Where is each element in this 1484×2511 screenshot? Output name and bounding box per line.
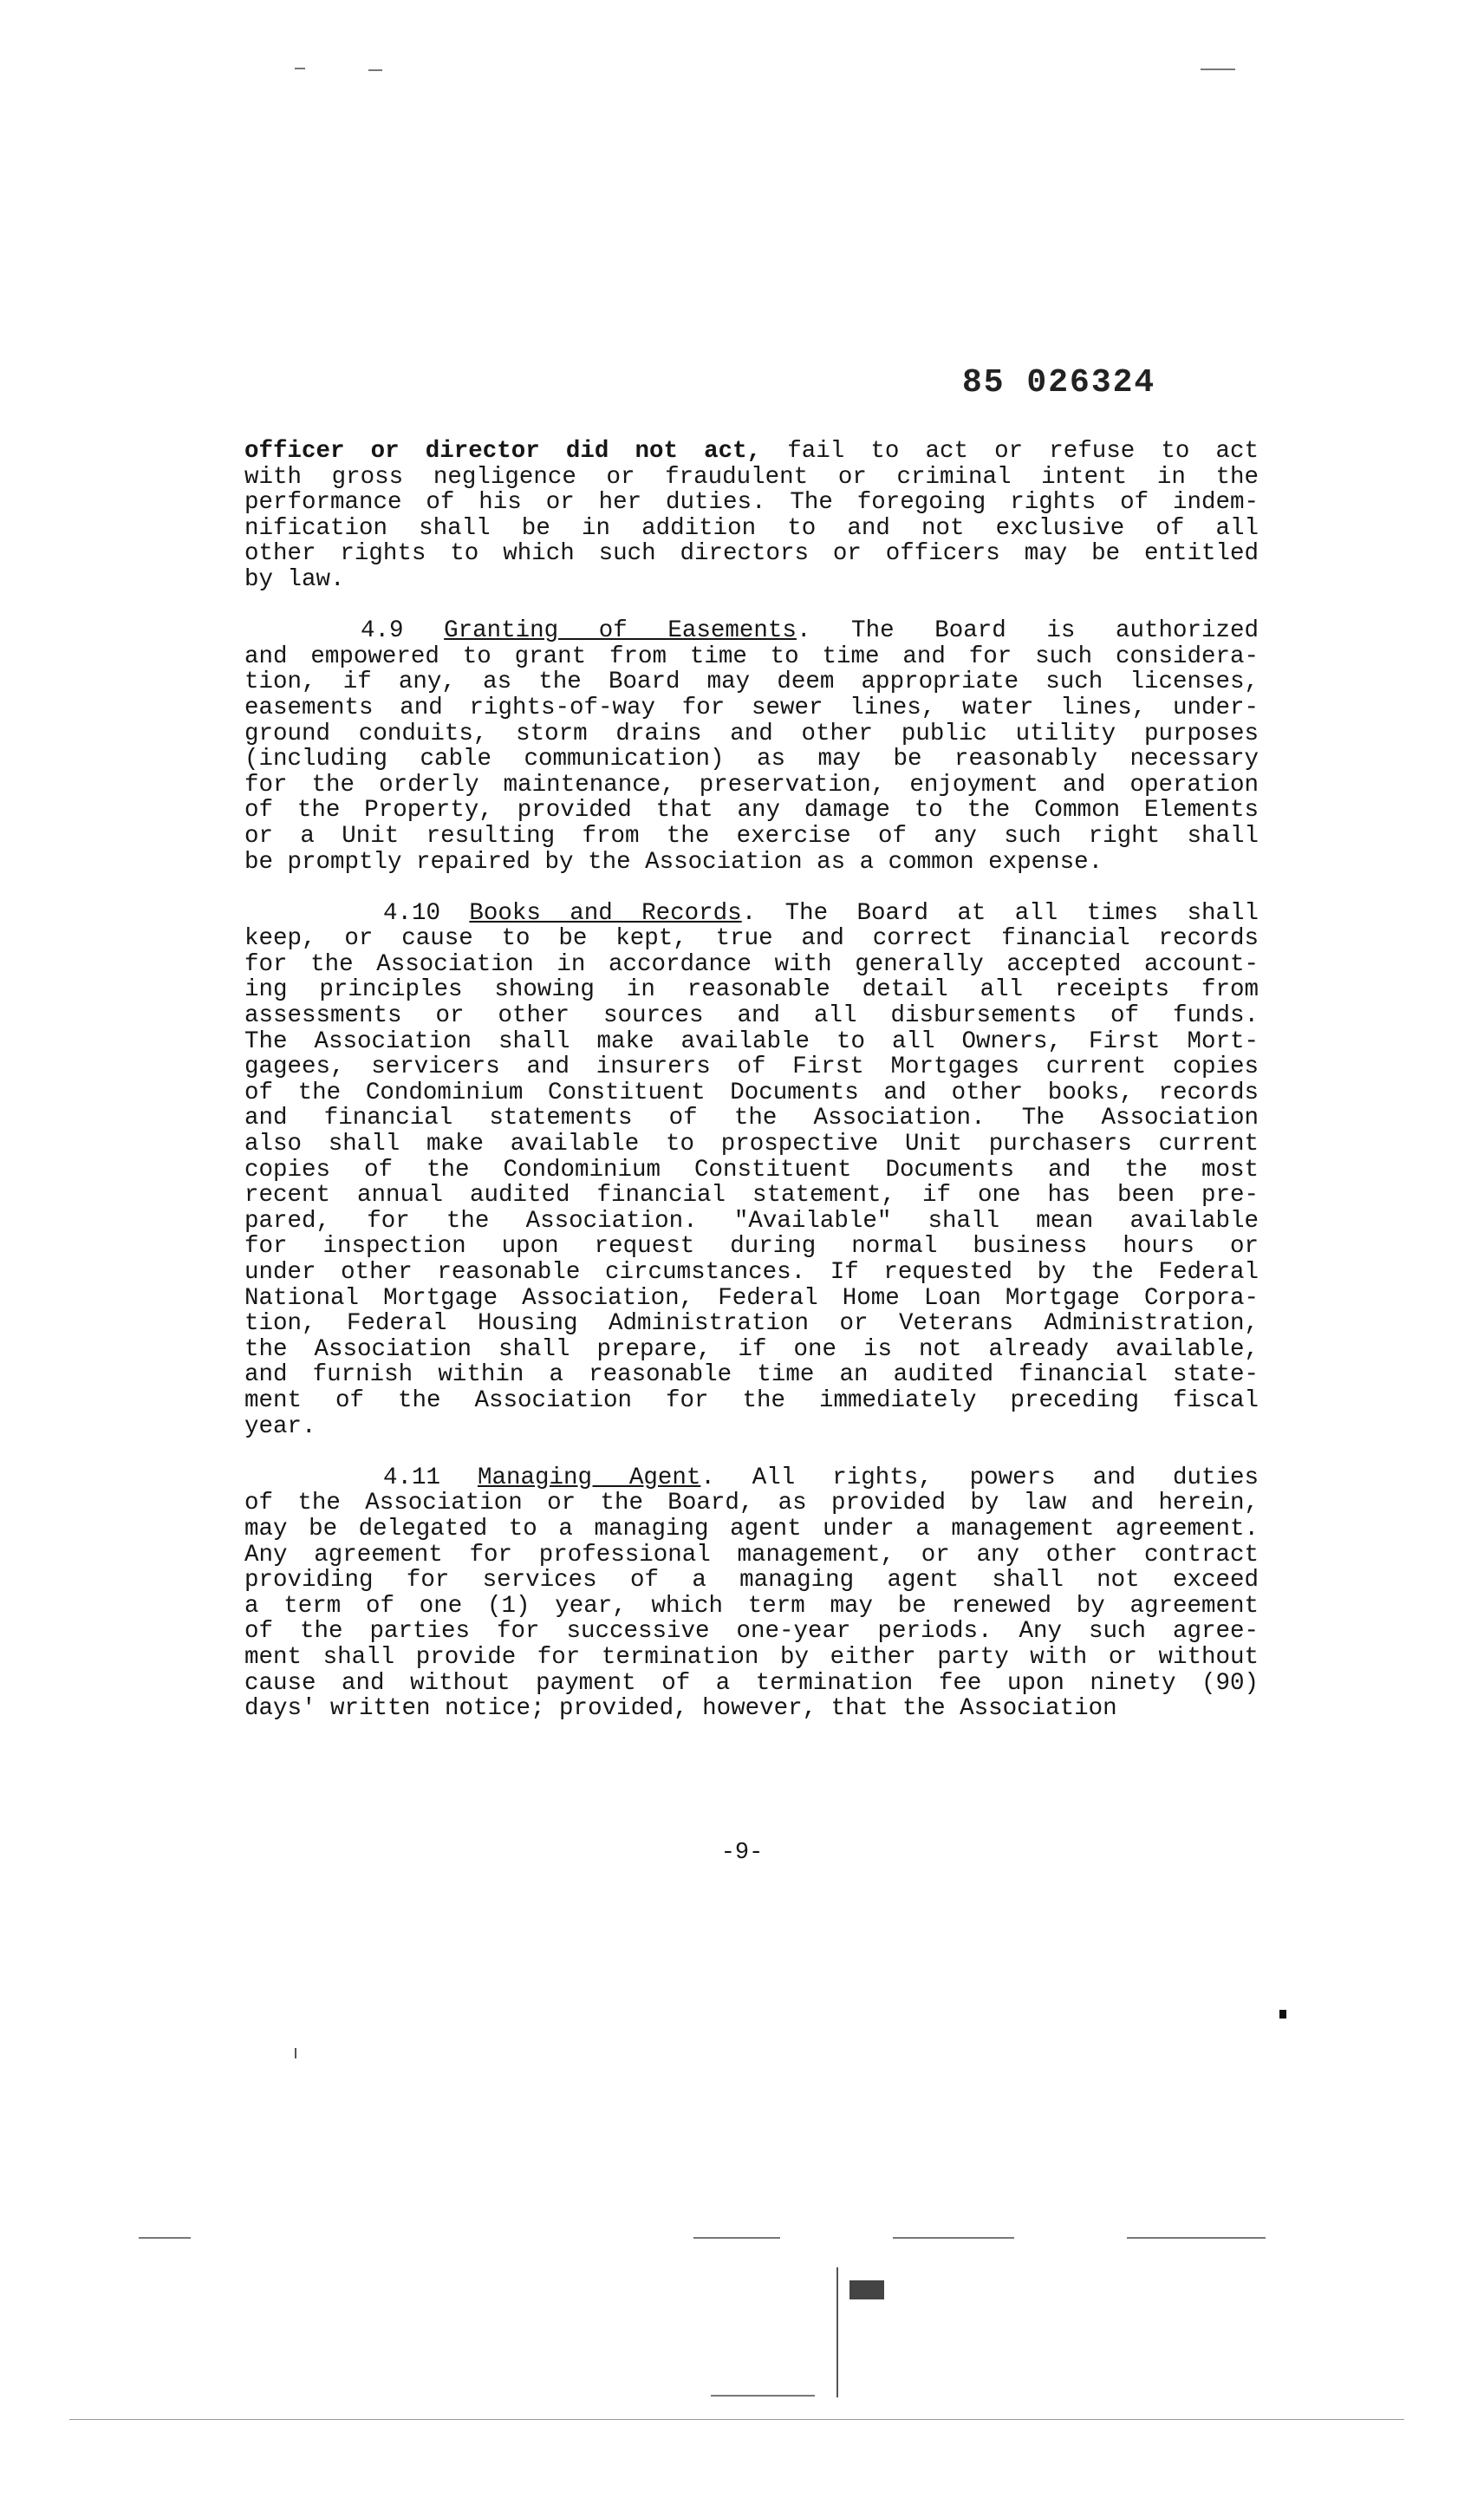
text-line bbox=[244, 798, 1259, 824]
text-line bbox=[244, 1594, 1259, 1620]
text-segment: ing principles showing in reasonable detail all receipts from bbox=[244, 976, 1259, 1004]
text-line bbox=[244, 1490, 1259, 1516]
text-line bbox=[244, 773, 1259, 799]
text-segment: officer or director did not act, bbox=[244, 438, 762, 465]
text-segment: tion, if any, as the Board may deem appropriate such licenses, bbox=[244, 669, 1259, 696]
scan-artifact bbox=[893, 2237, 1014, 2239]
text-segment: for inspection upon request during normal business hours or bbox=[244, 1233, 1259, 1261]
text-line bbox=[244, 721, 1259, 747]
text-line bbox=[244, 1516, 1259, 1542]
text-line bbox=[244, 1054, 1259, 1080]
text-segment: National Mortgage Association, Federal Home Loan Mortgage Corpora- bbox=[244, 1284, 1259, 1312]
paragraph bbox=[244, 439, 1259, 593]
text-line bbox=[244, 1029, 1259, 1055]
text-segment: by law. bbox=[244, 565, 345, 593]
section-heading: Granting of Easements bbox=[444, 617, 797, 645]
text-segment: for the orderly maintenance, preservation, enjoyment and operation bbox=[244, 771, 1259, 799]
text-line bbox=[244, 1234, 1259, 1260]
text-line bbox=[244, 695, 1259, 721]
document-body bbox=[244, 439, 1259, 1747]
paragraph bbox=[244, 901, 1259, 1439]
text-segment: assessments or other sources and all disbursements of funds. bbox=[244, 1002, 1259, 1030]
text-line bbox=[244, 901, 1259, 927]
section-number: 4.10 bbox=[383, 899, 441, 927]
text-segment: ground conduits, storm drains and other public utility purposes bbox=[244, 720, 1259, 747]
scan-artifact bbox=[1279, 2010, 1286, 2019]
text-segment: of the parties for successive one-year periods. Any such agree- bbox=[244, 1618, 1259, 1646]
recording-number-stamp: 85 026324 bbox=[962, 364, 1156, 401]
text-segment: tion, Federal Housing Administration or Veterans Administration, bbox=[244, 1310, 1259, 1338]
text-line bbox=[244, 1619, 1259, 1645]
text-segment: performance of his or her duties. The foregoing rights of indem- bbox=[244, 489, 1259, 517]
text-segment: . The Board is authorized bbox=[796, 617, 1259, 645]
text-line bbox=[244, 1542, 1259, 1569]
text-line bbox=[244, 465, 1259, 491]
text-line bbox=[244, 541, 1259, 567]
text-segment: with gross negligence or fraudulent or criminal intent in the bbox=[244, 463, 1259, 491]
text-segment: . All rights, powers and duties bbox=[700, 1464, 1259, 1491]
text-segment: copies of the Condominium Constituent Documents and the most bbox=[244, 1156, 1259, 1184]
scan-artifact bbox=[711, 2395, 815, 2397]
text-line bbox=[244, 1568, 1259, 1594]
scan-artifact bbox=[1127, 2237, 1266, 2239]
scan-artifact bbox=[295, 2048, 296, 2058]
text-segment: fail to act or refuse to act bbox=[761, 438, 1259, 465]
text-line bbox=[244, 1260, 1259, 1286]
text-line bbox=[244, 1414, 1259, 1440]
paragraph bbox=[244, 618, 1259, 875]
text-segment: a term of one (1) year, which term may be renewed by agreement bbox=[244, 1592, 1259, 1620]
text-segment: the Association shall prepare, if one is not already available, bbox=[244, 1335, 1259, 1363]
text-line bbox=[244, 1158, 1259, 1184]
text-segment: or a Unit resulting from the exercise of any such right shall bbox=[244, 822, 1259, 850]
text-line bbox=[244, 1311, 1259, 1337]
text-line bbox=[244, 516, 1259, 542]
text-segment: may be delegated to a managing agent under a management agreement. bbox=[244, 1515, 1259, 1542]
scan-artifact bbox=[69, 2419, 1404, 2420]
text-line bbox=[244, 952, 1259, 978]
text-segment: also shall make available to prospective Unit purchasers current bbox=[244, 1131, 1259, 1158]
text-line bbox=[244, 1183, 1259, 1209]
text-line bbox=[244, 1362, 1259, 1388]
text-line bbox=[244, 1080, 1259, 1106]
text-line bbox=[244, 618, 1259, 644]
text-segment: ment of the Association for the immediately preceding fiscal bbox=[244, 1386, 1259, 1414]
scan-artifact bbox=[836, 2267, 838, 2397]
text-line bbox=[244, 439, 1259, 465]
text-line bbox=[244, 1209, 1259, 1235]
paragraph bbox=[244, 1465, 1259, 1722]
text-segment: keep, or cause to be kept, true and correct financial records bbox=[244, 925, 1259, 953]
text-segment: . The Board at all times shall bbox=[741, 899, 1259, 927]
scan-artifact bbox=[1201, 68, 1235, 70]
text-segment: cause and without payment of a termination fee upon ninety (90) bbox=[244, 1669, 1259, 1697]
text-segment: pared, for the Association. "Available" shall mean available bbox=[244, 1207, 1259, 1235]
text-line bbox=[244, 926, 1259, 952]
text-line bbox=[244, 1696, 1259, 1722]
scan-artifact bbox=[849, 2280, 884, 2299]
scan-artifact bbox=[693, 2237, 780, 2239]
section-number: 4.9 bbox=[361, 617, 404, 645]
text-segment: (including cable communication) as may be reasonably necessary bbox=[244, 746, 1259, 773]
text-line bbox=[244, 1003, 1259, 1029]
text-line bbox=[244, 1337, 1259, 1363]
text-line bbox=[244, 824, 1259, 850]
text-line bbox=[244, 1465, 1259, 1491]
text-line bbox=[244, 850, 1259, 876]
text-segment: easements and rights-of-way for sewer lines, water lines, under- bbox=[244, 694, 1259, 721]
text-segment: of the Condominium Constituent Documents and other books, records bbox=[244, 1079, 1259, 1106]
section-heading: Books and Records bbox=[469, 899, 742, 927]
scan-artifact bbox=[295, 68, 305, 69]
text-line bbox=[244, 490, 1259, 516]
text-segment: providing for services of a managing agent shall not exceed bbox=[244, 1567, 1259, 1595]
text-line bbox=[244, 747, 1259, 773]
text-line bbox=[244, 567, 1259, 593]
text-segment: year. bbox=[244, 1412, 316, 1440]
text-segment: days' written notice; provided, however, that the Association bbox=[244, 1695, 1117, 1723]
text-segment: of the Association or the Board, as provided by law and herein, bbox=[244, 1490, 1259, 1517]
page-number: -9- bbox=[720, 1840, 764, 1866]
text-line bbox=[244, 977, 1259, 1003]
section-number: 4.11 bbox=[383, 1464, 441, 1491]
text-segment: and furnish within a reasonable time an audited financial state- bbox=[244, 1361, 1259, 1389]
text-segment: nification shall be in addition to and not exclusive of all bbox=[244, 514, 1259, 542]
scan-artifact bbox=[139, 2237, 191, 2239]
text-line bbox=[244, 1388, 1259, 1414]
text-line bbox=[244, 1671, 1259, 1697]
text-line bbox=[244, 1645, 1259, 1671]
text-segment: and financial statements of the Association. The Association bbox=[244, 1105, 1259, 1132]
text-segment: be promptly repaired by the Association as a common expense. bbox=[244, 848, 1103, 876]
text-segment: gagees, servicers and insurers of First Mortgages current copies bbox=[244, 1053, 1259, 1081]
text-segment: and empowered to grant from time to time and for such considera- bbox=[244, 642, 1259, 670]
scan-artifact bbox=[368, 69, 382, 71]
text-line bbox=[244, 644, 1259, 670]
text-line bbox=[244, 1105, 1259, 1132]
text-segment: Any agreement for professional management, or any other contract bbox=[244, 1541, 1259, 1569]
text-segment: of the Property, provided that any damage to the Common Elements bbox=[244, 797, 1259, 825]
text-segment: other rights to which such directors or officers may be entitled bbox=[244, 540, 1259, 568]
text-segment: The Association shall make available to all Owners, First Mort- bbox=[244, 1027, 1259, 1055]
text-line bbox=[244, 1132, 1259, 1158]
text-segment: ment shall provide for termination by either party with or without bbox=[244, 1643, 1259, 1671]
text-line bbox=[244, 1286, 1259, 1312]
text-segment: for the Association in accordance with generally accepted account- bbox=[244, 950, 1259, 978]
text-line bbox=[244, 669, 1259, 695]
text-segment: recent annual audited financial statement, if one has been pre- bbox=[244, 1182, 1259, 1210]
section-heading: Managing Agent bbox=[477, 1464, 701, 1491]
text-segment: under other reasonable circumstances. If requested by the Federal bbox=[244, 1259, 1259, 1286]
